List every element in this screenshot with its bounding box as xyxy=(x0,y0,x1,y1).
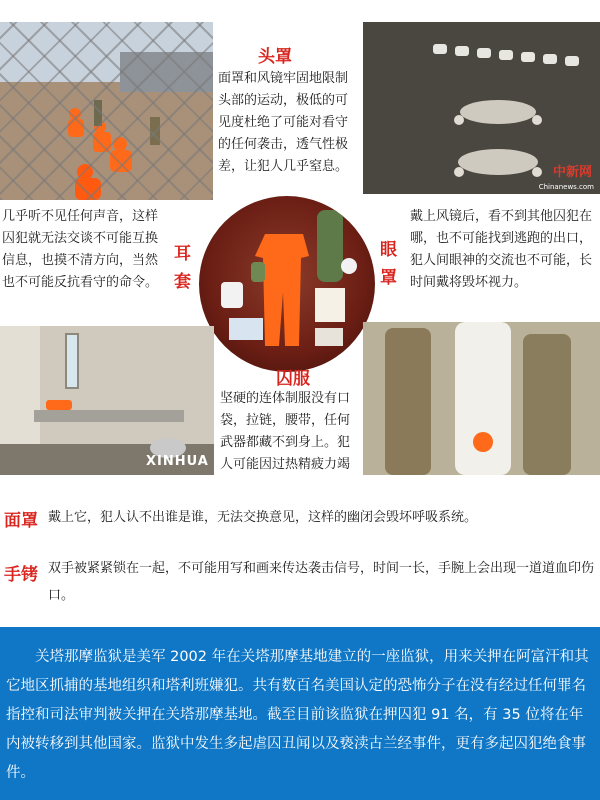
watermark-xinhua: XINHUA xyxy=(146,454,209,469)
watermark-chinanews: 中新网 xyxy=(552,165,592,180)
handcuffs-description: 双手被紧紧锁在一起，不可能用写和画来传达袭击信号，时间一长，手腕上会出现一道道血印伤口。 xyxy=(48,561,595,603)
hood-title: 头罩 xyxy=(258,47,292,67)
uniform-title: 囚服 xyxy=(276,369,310,389)
photo-prison-gear xyxy=(199,196,375,372)
cell-scene xyxy=(0,326,214,475)
photo-cell-block xyxy=(363,22,600,194)
summary-panel xyxy=(0,627,600,800)
goggles-description: 戴上风镜后，看不到其他囚犯在哪，也不可能找到逃跑的出口，犯人间眼神的交流也不可能，长时间戴将毁坏视力。 xyxy=(410,209,593,290)
handcuffs-title: 手铐 xyxy=(4,565,38,585)
uniform-description: 坚硬的连体制服没有口袋，拉链，腰带，任何武器都藏不到身上。犯人可能因过热精疲力竭 xyxy=(220,391,351,472)
earmuffs-title: 耳套 xyxy=(174,244,191,292)
hood-description: 面罩和风镜牢固地限制头部的运动，极低的可见度杜绝了可能对看守的任何袭击，透气性极差，让犯人几乎窒息。 xyxy=(218,71,349,174)
earmuffs-description: 几乎听不见任何声音，这样囚犯就无法交谈不可能互换信息，也摸不清方向，当然也不可能反抗看守的命令。 xyxy=(2,209,159,290)
mask-title: 面罩 xyxy=(4,511,38,531)
goggles-title: 眼罩 xyxy=(380,240,397,288)
summary-text: 关塔那摩监狱是美军 2002 年在关塔那摩基地建立的一座监狱，用来关押在阿富汗和其它地区抓捕的基地组织和塔利班嫌犯。共有数百名美国认定的恐怖分子在没有经过任何罪名指控和司法审判被关押在关塔那摩基地。截至目前该监狱在押囚犯 91 名，有 35 位将在年内被转移到其他国家。监狱中发生多起虐囚丑闻以及亵渎古兰经事件，更有多起囚犯绝食事件。 xyxy=(6,649,589,781)
watermark-chinanews-sub: Chinanews.com xyxy=(538,183,594,191)
photo-detainees-fence xyxy=(0,22,213,200)
photo-empty-cell xyxy=(0,326,214,475)
mask-description: 戴上它，犯人认不出谁是谁，无法交换意见，这样的幽闭会毁坏呼吸系统。 xyxy=(48,510,478,525)
escort-scene xyxy=(363,322,600,475)
photo-detainee-escort xyxy=(363,322,600,475)
gear-scene xyxy=(199,196,375,372)
